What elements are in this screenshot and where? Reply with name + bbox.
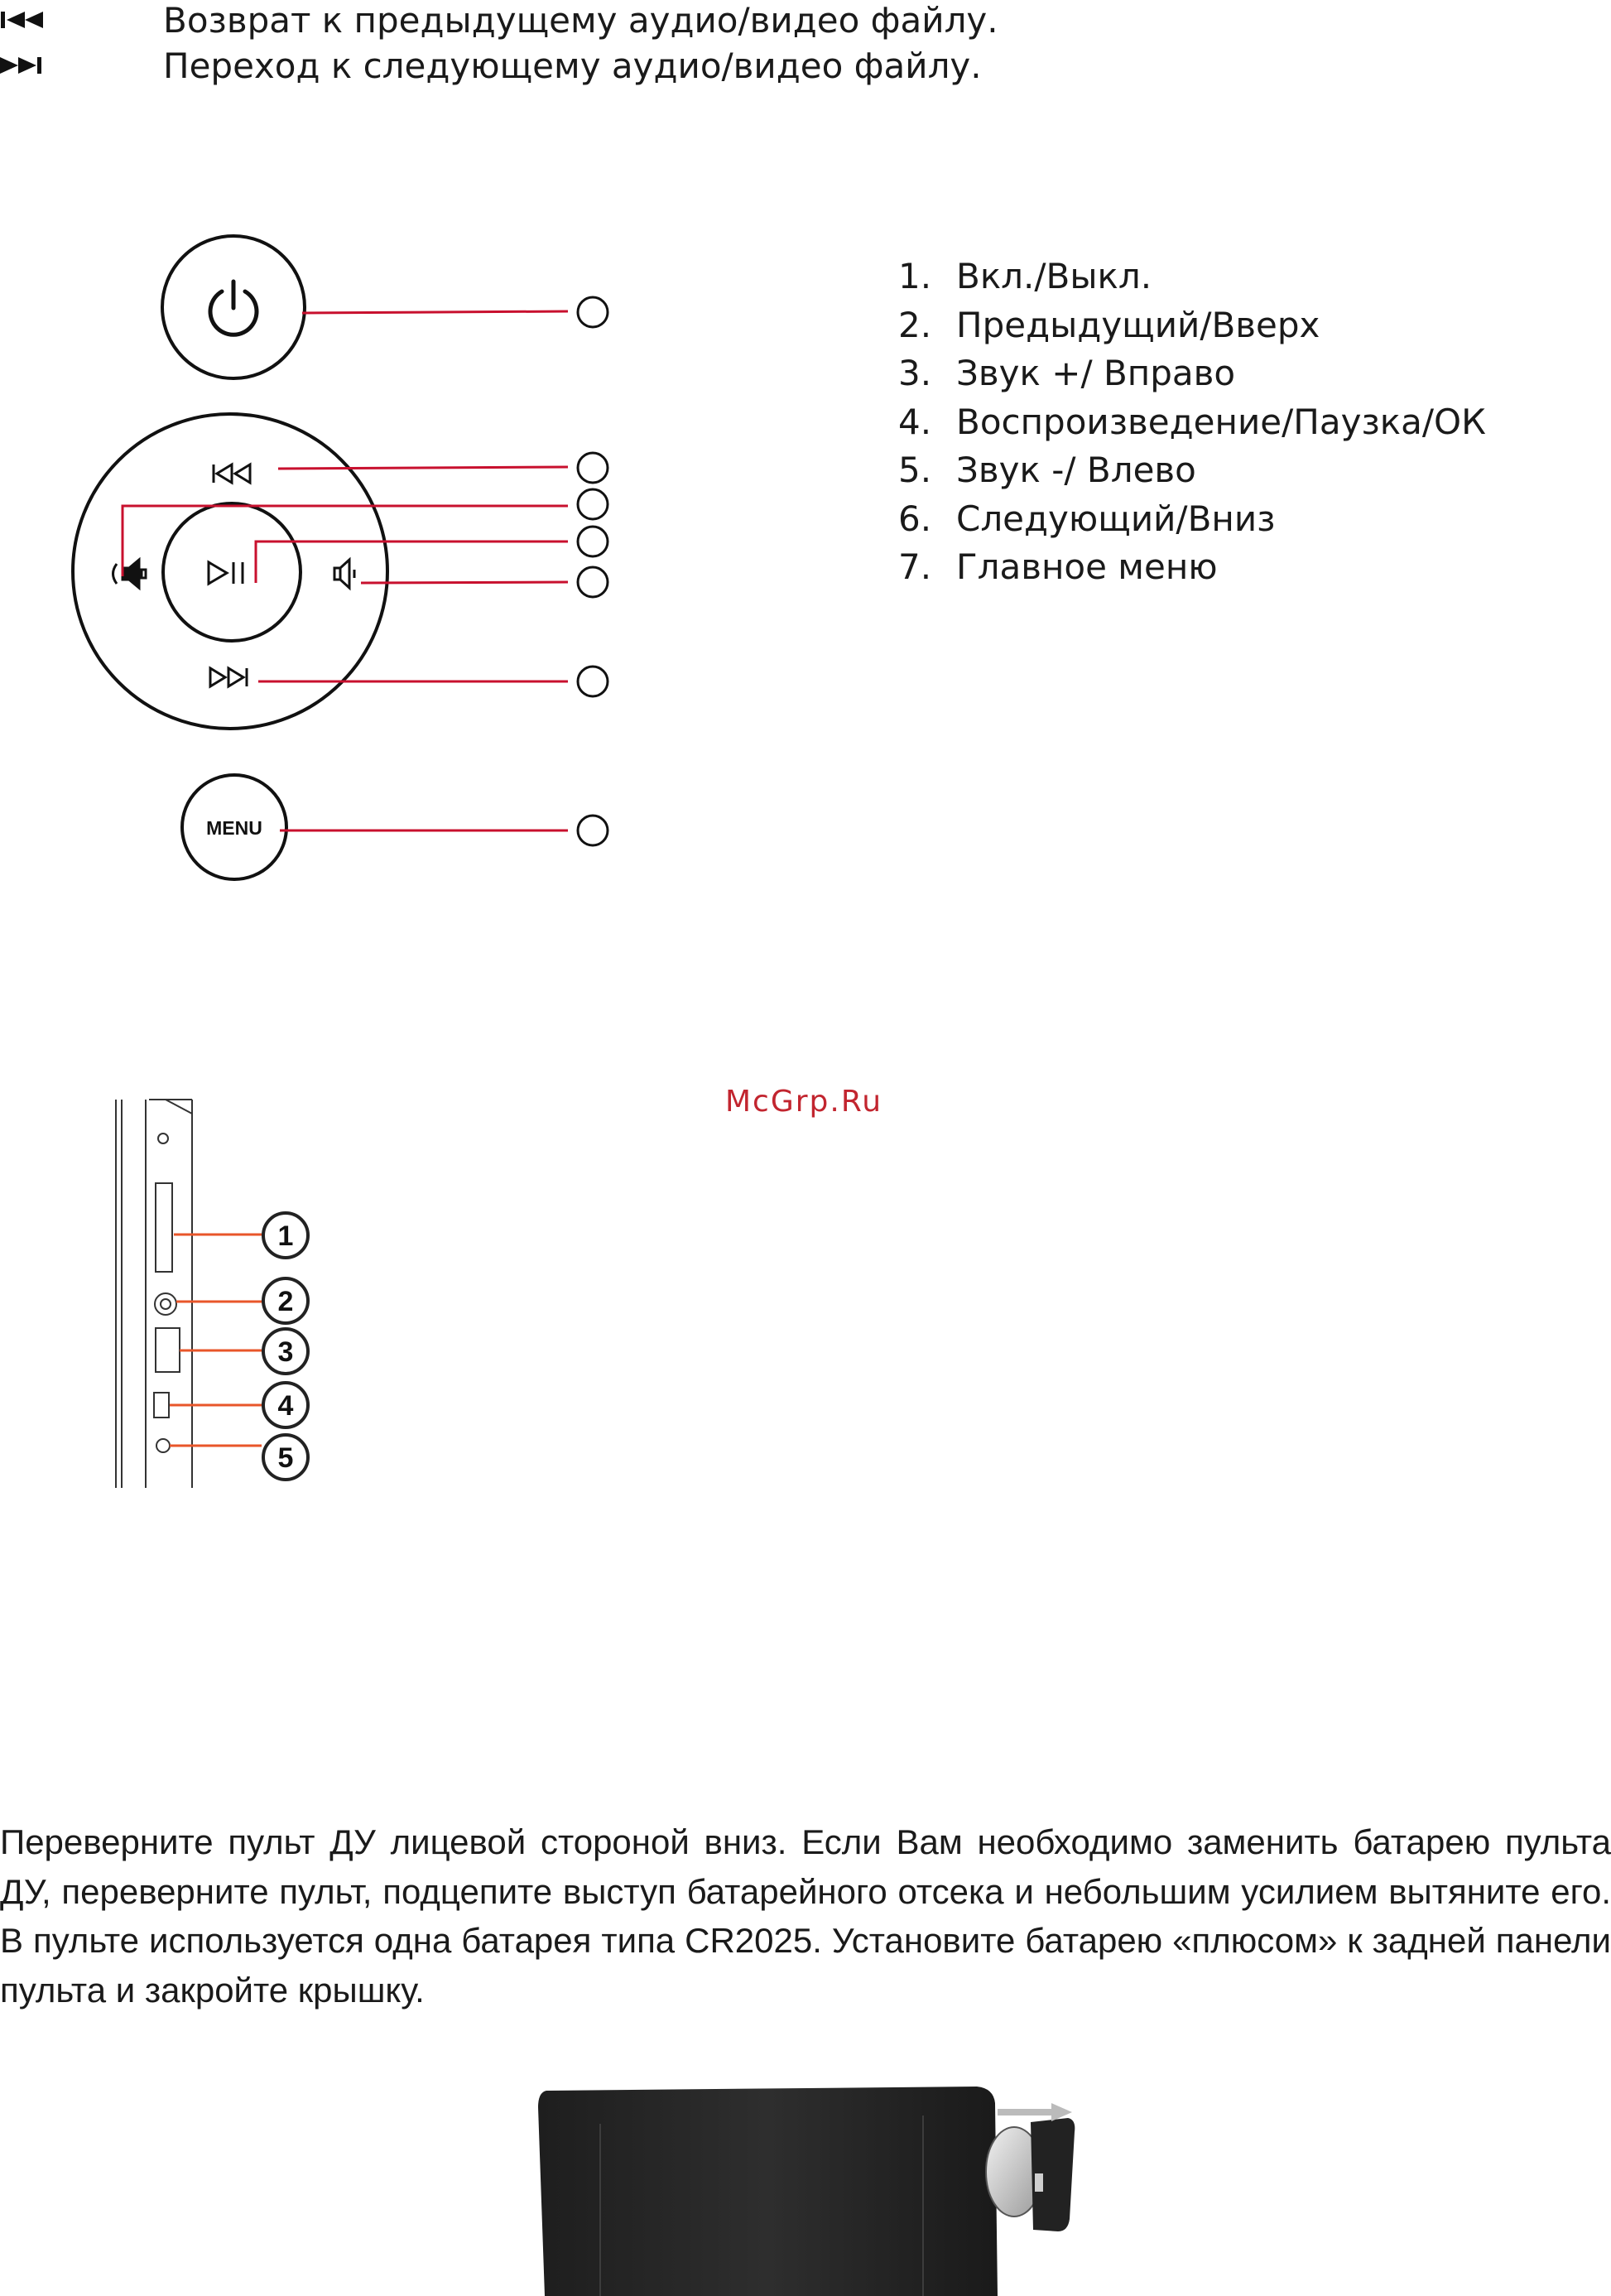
legend-item: 4. Воспроизведение/Паузка/ОК — [898, 401, 1486, 442]
port-number: 1 — [277, 1220, 294, 1252]
port-number: 4 — [277, 1390, 294, 1422]
nav-prev-line — [0, 0, 998, 41]
port-callouts — [263, 1213, 308, 1480]
legend-item: 1. Вкл./Выкл. — [898, 256, 1152, 296]
callout-circles — [578, 297, 608, 845]
skip-next-icon — [0, 49, 91, 84]
menu-label: MENU — [206, 817, 262, 839]
port-number: 3 — [277, 1336, 294, 1368]
nav-prev-text: Возврат к предыдущему аудио/видео файлу. — [163, 0, 998, 41]
volume-up-icon — [334, 560, 354, 588]
remote-battery-illustration — [530, 2078, 1093, 2296]
legend-item: 6. Следующий/Вниз — [898, 498, 1276, 539]
port-number: 5 — [277, 1442, 294, 1474]
button-legend — [898, 253, 1486, 592]
reset-hole — [158, 1134, 168, 1143]
pull-arrow — [998, 2103, 1072, 2121]
mini-usb-port — [154, 1393, 169, 1418]
port-number: 2 — [277, 1286, 294, 1317]
side-ports-diagram — [99, 1093, 331, 1499]
dc-port — [156, 1439, 170, 1452]
battery-instructions: Переверните пульт ДУ лицевой стороной вниз. Если Вам необходимо заменить батарею пульта ДУ, переверните пульт, подцепите выступ батарейного отсека и небольшим усилием вытяните его. В пульте используется одна батарея типа CR2025. Установите батарею «плюсом» к задней панели пульта и закройте крышку. — [0, 1822, 1611, 2010]
play-pause-icon — [209, 562, 243, 584]
skip-back-icon — [214, 464, 250, 483]
usb-port — [156, 1328, 180, 1372]
control-panel-diagram — [0, 215, 662, 911]
legend-item: 3. Звук +/ Вправо — [898, 353, 1236, 393]
volume-down-icon — [113, 560, 147, 588]
power-icon — [210, 282, 257, 335]
nav-next-line — [0, 46, 982, 86]
legend-item: 2. Предыдущий/Вверх — [898, 304, 1320, 345]
legend-item: 7. Главное меню — [898, 546, 1218, 587]
legend-item: 5. Звук -/ Влево — [898, 450, 1196, 490]
remote-body — [538, 2087, 998, 2296]
watermark: McGrp.Ru — [725, 1085, 883, 1119]
card-slot — [156, 1183, 172, 1272]
leader-lines — [123, 311, 568, 830]
port-leaders — [170, 1235, 262, 1446]
nav-next-text: Переход к следующему аудио/видео файлу. — [163, 46, 982, 86]
skip-previous-icon — [0, 3, 91, 38]
skip-forward-icon — [210, 668, 247, 686]
play-pause-button — [163, 503, 301, 641]
